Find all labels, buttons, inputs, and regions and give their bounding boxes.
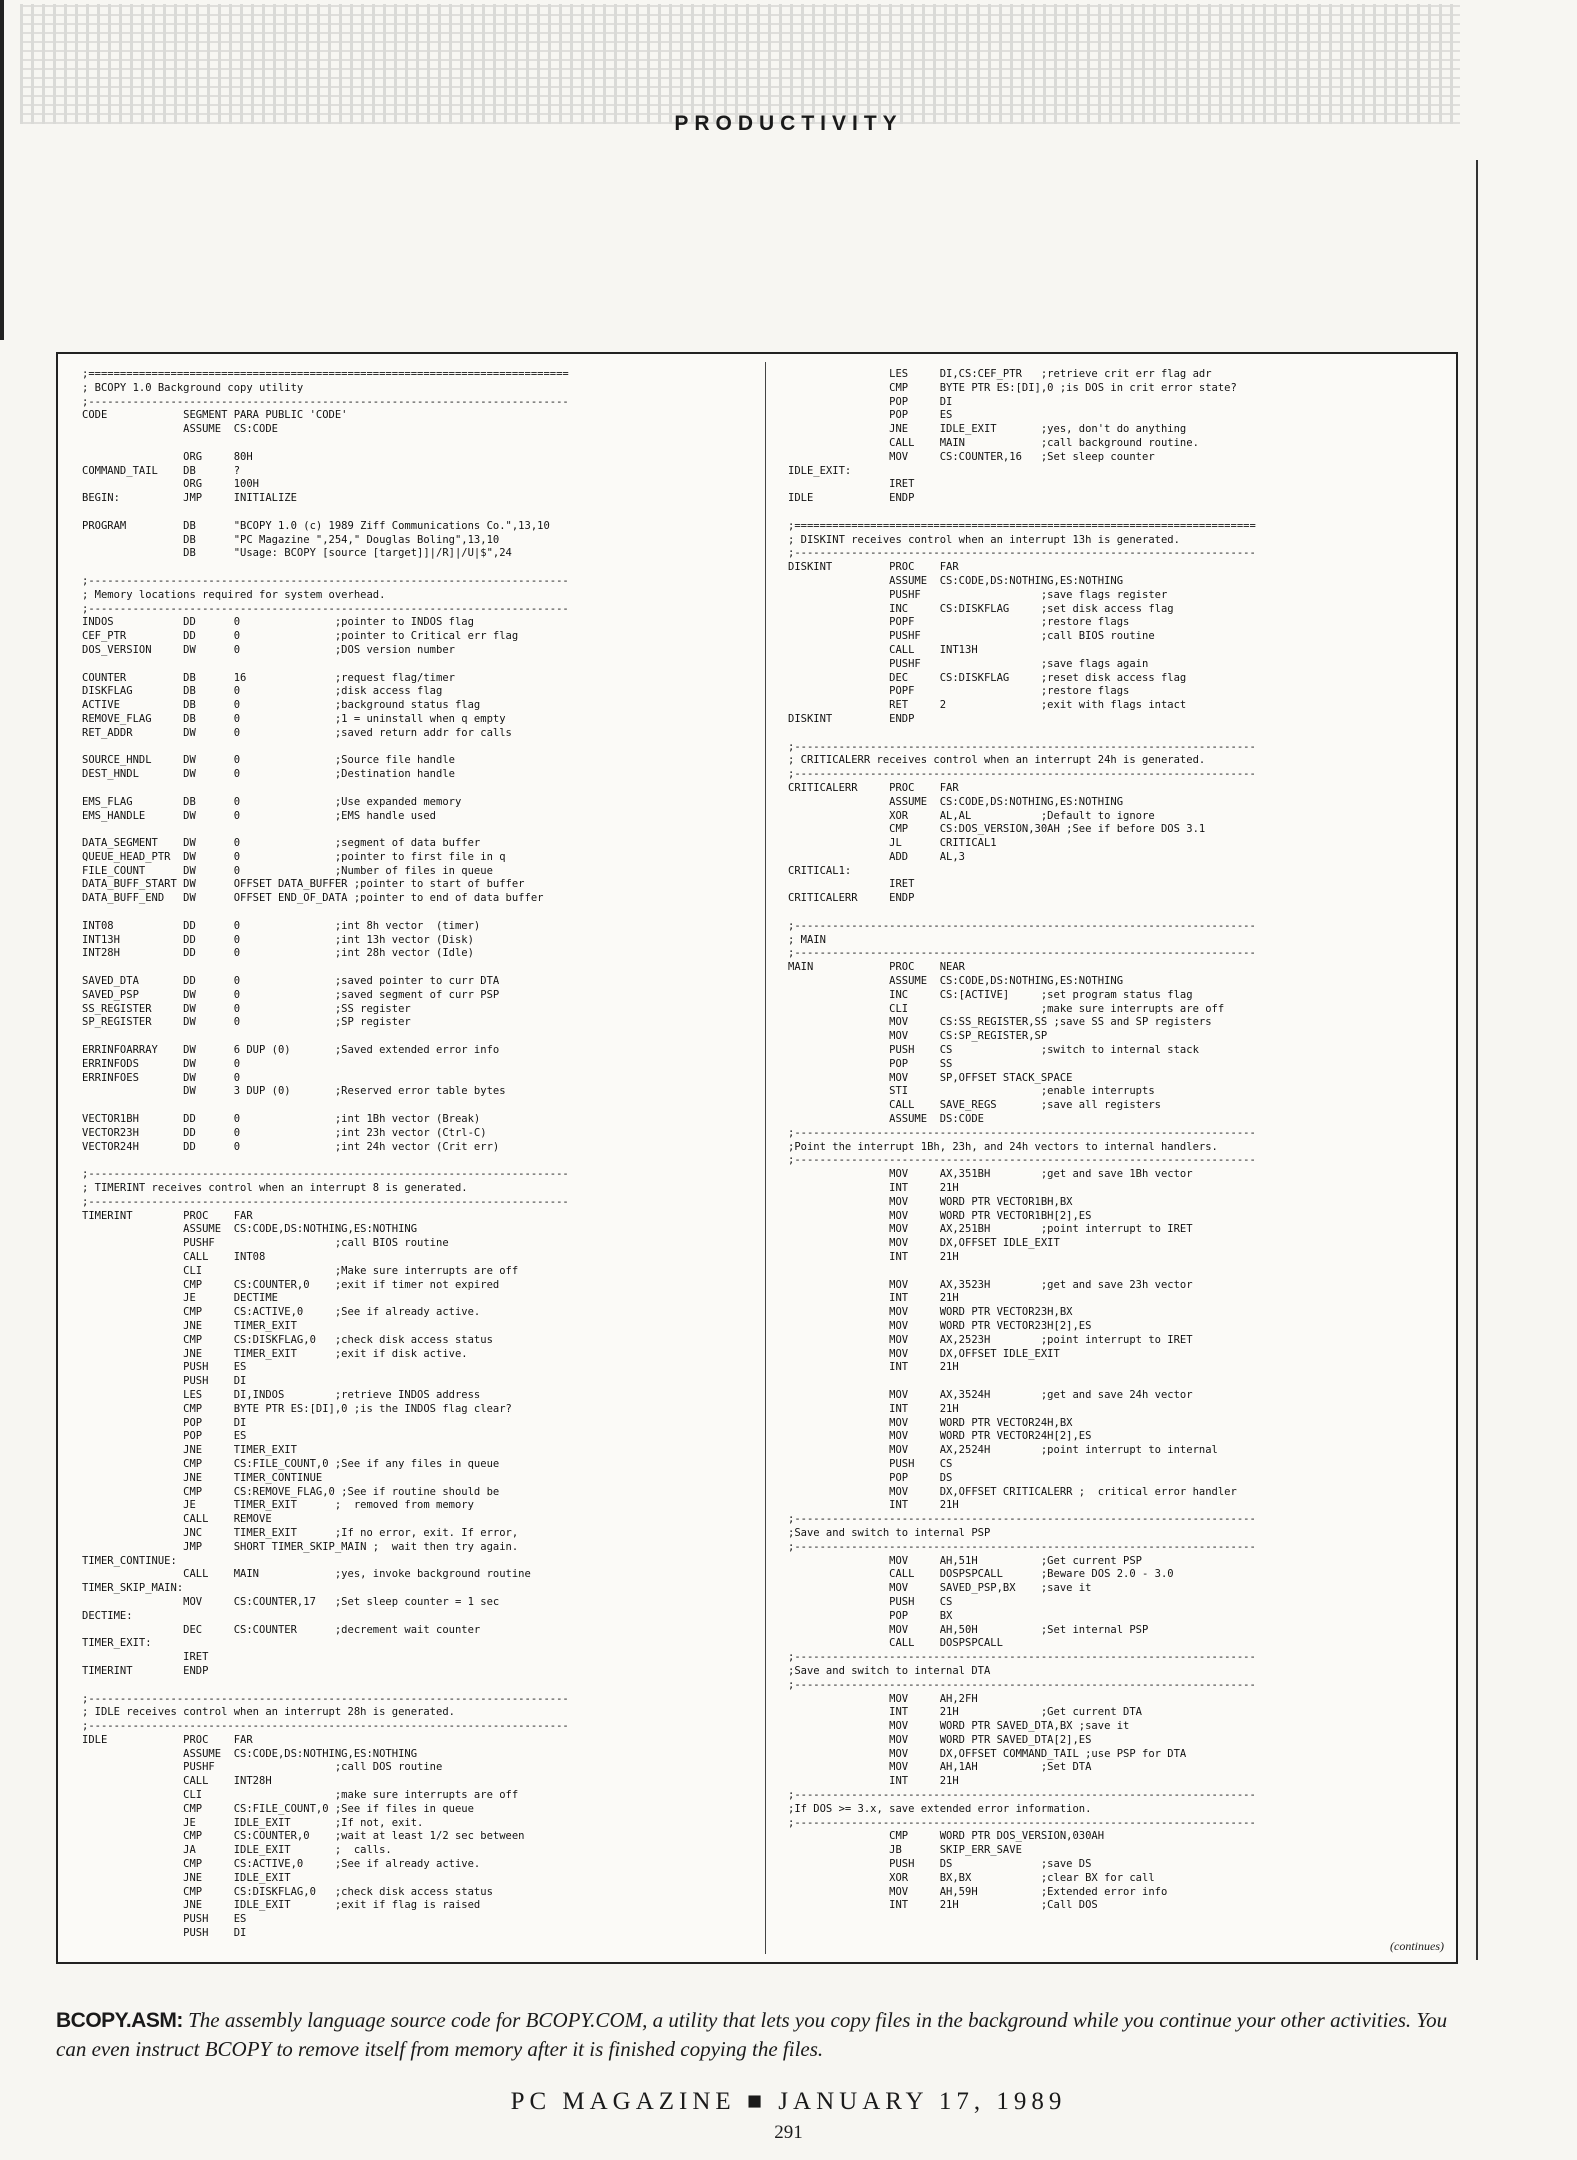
figure-caption (56, 2006, 1456, 2063)
code-line: PUSH DS ;save DS (788, 1858, 1092, 1871)
code-line: MOV WORD PTR VECTOR1BH,BX (788, 1195, 1073, 1208)
code-line: MOV WORD PTR SAVED_DTA,BX ;save it (788, 1720, 1130, 1733)
code-line (788, 727, 1448, 741)
code-line: DATA_SEGMENT DW 0 ;segment of data buffer (82, 837, 481, 850)
code-line: ;------------------------------------------------------------------------- (788, 919, 1256, 932)
code-line: MOV AX,3523H ;get and save 23h vector (788, 1278, 1193, 1291)
code-line: ;------------------------------------------------------------------------- (788, 947, 1256, 960)
code-line: DB "PC Magazine ",254," Douglas Boling",13,10 (82, 533, 500, 546)
code-line: PUSH CS (788, 1595, 953, 1608)
code-line: DISKINT PROC FAR (788, 561, 959, 574)
code-line: IDLE_EXIT: (788, 464, 852, 477)
code-line: TIMERINT PROC FAR (82, 1209, 253, 1222)
code-line: MOV AX,2524H ;point interrupt to internal (788, 1444, 1218, 1457)
code-line: PUSH ES (82, 1361, 247, 1374)
code-line: INT 21H (788, 1251, 959, 1263)
code-line: DATA_BUFF_START DW OFFSET DATA_BUFFER ;pointer to start of buffer (82, 878, 525, 891)
code-line: POP DI (82, 1416, 247, 1429)
code-line: ACTIVE DB 0 ;background status flag (82, 699, 481, 712)
code-line: ;------------------------------------------------------------------------- (788, 740, 1256, 753)
code-line: COMMAND_TAIL DB ? (82, 464, 241, 477)
code-line: ;========================================================================= (788, 519, 1256, 532)
code-line: CMP CS:ACTIVE,0 ;See if already active. (82, 1858, 481, 1871)
scan-noise (20, 4, 1460, 124)
code-line: INT 21H ;Call DOS (788, 1899, 1098, 1912)
code-line: DEC CS:DISKFLAG ;reset disk access flag (788, 671, 1187, 684)
code-line: PUSHF ;call BIOS routine (788, 630, 1155, 643)
code-line: PUSH ES (82, 1913, 247, 1926)
code-listing-box (56, 352, 1458, 1964)
code-line: IRET (82, 1651, 209, 1664)
code-line: DISKFLAG DB 0 ;disk access flag (82, 685, 443, 698)
code-line: MOV CS:COUNTER,17 ;Set sleep counter = 1 sec (82, 1595, 500, 1608)
code-line: MOV AH,59H ;Extended error info (788, 1885, 1168, 1898)
code-line: CALL INT28H (82, 1775, 272, 1788)
code-line: XOR BX,BX ;clear BX for call (788, 1871, 1155, 1884)
code-line: JNE TIMER_EXIT (82, 1444, 297, 1457)
continues-label: (continues) (1390, 1939, 1444, 1953)
code-line: MOV CS:SP_REGISTER,SP (788, 1030, 1048, 1043)
column-divider (765, 362, 766, 1954)
code-line: ; MAIN (788, 933, 826, 946)
code-line: ;---------------------------------------------------------------------------- (82, 1720, 569, 1733)
code-line: ASSUME CS:CODE,DS:NOTHING,ES:NOTHING (788, 975, 1124, 988)
footer-publication: PC MAGAZINE ■ JANUARY 17, 1989 (510, 2088, 1067, 2115)
code-line: JNE IDLE_EXIT ;exit if flag is raised (82, 1899, 481, 1912)
code-line: ;------------------------------------------------------------------------- (788, 547, 1256, 560)
code-line: DEC CS:COUNTER ;decrement wait counter (82, 1623, 481, 1636)
code-line: ; BCOPY 1.0 Background copy utility (82, 381, 304, 394)
code-line: POPF ;restore flags (788, 616, 1130, 629)
code-line: IRET (788, 878, 915, 891)
code-line: CALL DOSPSPCALL (788, 1637, 1003, 1650)
code-line: CRITICALERR ENDP (788, 892, 915, 905)
code-line: MOV WORD PTR VECTOR1BH[2],ES (788, 1209, 1092, 1222)
code-line: CLI ;Make sure interrupts are off (82, 1264, 519, 1277)
code-line: TIMER_SKIP_MAIN: (82, 1582, 184, 1595)
code-line: ;Save and switch to internal PSP (788, 1526, 991, 1539)
code-line: MOV SP,OFFSET STACK_SPACE (788, 1071, 1073, 1084)
code-line: DISKINT ENDP (788, 712, 915, 725)
code-line: SOURCE_HNDL DW 0 ;Source file handle (82, 754, 455, 767)
code-line: ASSUME CS:CODE,DS:NOTHING,ES:NOTHING (788, 574, 1124, 587)
code-line: ASSUME CS:CODE,DS:NOTHING,ES:NOTHING (82, 1747, 418, 1760)
code-line: DW 3 DUP (0) ;Reserved error table bytes (82, 1085, 506, 1098)
code-line: IDLE PROC FAR (82, 1733, 253, 1746)
code-line: ASSUME CS:CODE,DS:NOTHING,ES:NOTHING (82, 1223, 418, 1236)
code-line: ;---------------------------------------------------------------------------- (82, 574, 569, 587)
code-line (788, 506, 1448, 520)
code-line (82, 741, 772, 755)
code-line (82, 906, 772, 920)
code-line: ;------------------------------------------------------------------------- (788, 1540, 1256, 1553)
code-line: LES DI,CS:CEF_PTR ;retrieve crit err flag adr (788, 368, 1212, 380)
code-line: ;------------------------------------------------------------------------- (788, 1651, 1256, 1664)
code-line: MOV WORD PTR SAVED_DTA[2],ES (788, 1733, 1092, 1746)
code-line: MOV WORD PTR VECTOR24H,BX (788, 1416, 1073, 1429)
code-line: EMS_HANDLE DW 0 ;EMS handle used (82, 809, 437, 822)
code-line: MOV WORD PTR VECTOR24H[2],ES (788, 1430, 1092, 1443)
code-line: PUSHF ;call DOS routine (82, 1761, 443, 1774)
code-line: ;------------------------------------------------------------------------- (788, 1816, 1256, 1829)
code-line (82, 1099, 772, 1113)
code-line: DECTIME: (82, 1609, 133, 1622)
code-line: INC CS:DISKFLAG ;set disk access flag (788, 602, 1174, 615)
caption-lead: BCOPY.ASM: (56, 2009, 183, 2032)
code-line: SS_REGISTER DW 0 ;SS register (82, 1002, 411, 1015)
code-line: CALL REMOVE (82, 1513, 272, 1526)
code-line: JNE IDLE_EXIT ;yes, don't do anything (788, 423, 1187, 436)
code-line: ;------------------------------------------------------------------------- (788, 1678, 1256, 1691)
code-line: ;============================================================================ (82, 368, 569, 380)
code-line (82, 1154, 772, 1168)
code-line: ASSUME CS:CODE,DS:NOTHING,ES:NOTHING (788, 795, 1124, 808)
code-line: JL CRITICAL1 (788, 837, 997, 850)
code-line: INDOS DD 0 ;pointer to INDOS flag (82, 616, 474, 629)
code-line: CALL DOSPSPCALL ;Beware DOS 2.0 - 3.0 (788, 1568, 1174, 1581)
code-line: POP BX (788, 1609, 953, 1622)
code-line: JNE TIMER_EXIT ;exit if disk active. (82, 1347, 468, 1360)
code-line: INT 21H (788, 1182, 959, 1195)
code-line: ;------------------------------------------------------------------------- (788, 1513, 1256, 1526)
code-line: TIMER_CONTINUE: (82, 1554, 177, 1567)
code-line: CMP CS:FILE_COUNT,0 ;See if files in queue (82, 1802, 474, 1815)
code-line: CALL SAVE_REGS ;save all registers (788, 1099, 1161, 1112)
code-line: JNE TIMER_CONTINUE (82, 1471, 323, 1484)
code-line: PROGRAM DB "BCOPY 1.0 (c) 1989 Ziff Communications Co.",13,10 (82, 519, 550, 532)
code-line: MOV DX,OFFSET COMMAND_TAIL ;use PSP for DTA (788, 1747, 1187, 1760)
code-line: ;------------------------------------------------------------------------- (788, 1154, 1256, 1167)
code-line: TIMERINT ENDP (82, 1664, 209, 1677)
code-line: MOV AX,2523H ;point interrupt to IRET (788, 1333, 1193, 1346)
code-line: MOV CS:COUNTER,16 ;Set sleep counter (788, 450, 1155, 463)
code-line: CLI ;make sure interrupts are off (788, 1002, 1225, 1015)
code-line: ORG 80H (82, 450, 253, 463)
code-line (82, 961, 772, 975)
code-line: MOV AX,3524H ;get and save 24h vector (788, 1388, 1193, 1401)
code-line: JNE TIMER_EXIT (82, 1319, 297, 1332)
code-line: RET_ADDR DW 0 ;saved return addr for calls (82, 726, 512, 739)
code-line: DEST_HNDL DW 0 ;Destination handle (82, 768, 455, 781)
code-line: INT08 DD 0 ;int 8h vector (timer) (82, 919, 481, 932)
code-line: CMP CS:DISKFLAG,0 ;check disk access status (82, 1885, 493, 1898)
code-line: CALL INT13H (788, 643, 978, 656)
code-line: FILE_COUNT DW 0 ;Number of files in queue (82, 864, 493, 877)
code-column-left (82, 368, 772, 1958)
code-line (82, 506, 772, 520)
code-line: JNC TIMER_EXIT ;If no error, exit. If error, (82, 1526, 519, 1539)
code-line: POP DS (788, 1471, 953, 1484)
code-line: XOR AL,AL ;Default to ignore (788, 809, 1155, 822)
section-header: PRODUCTIVITY (674, 112, 903, 135)
margin-rule (1476, 160, 1478, 1960)
code-line: ;If DOS >= 3.x, save extended error information. (788, 1802, 1092, 1815)
code-line: ASSUME CS:CODE (82, 423, 278, 436)
code-line: BEGIN: JMP INITIALIZE (82, 492, 297, 505)
page-number: 291 (774, 2122, 803, 2143)
code-line: CRITICALERR PROC FAR (788, 781, 959, 794)
code-column-right (788, 368, 1448, 1948)
code-line: INT 21H ;Get current DTA (788, 1706, 1143, 1719)
code-line: MAIN PROC NEAR (788, 961, 966, 974)
code-line: CALL MAIN ;yes, invoke background routine (82, 1568, 531, 1581)
page-edge-bar (0, 0, 4, 340)
code-line: ;---------------------------------------------------------------------------- (82, 1692, 569, 1705)
code-line: PUSH CS ;switch to internal stack (788, 1044, 1199, 1057)
code-line: ; IDLE receives control when an interrupt 28h is generated. (82, 1706, 455, 1719)
code-line: JNE IDLE_EXIT (82, 1871, 291, 1884)
code-line: CMP CS:COUNTER,0 ;exit if timer not expired (82, 1278, 500, 1291)
code-line: COUNTER DB 16 ;request flag/timer (82, 671, 455, 684)
code-line: DATA_BUFF_END DW OFFSET END_OF_DATA ;pointer to end of data buffer (82, 892, 544, 905)
code-line: ERRINFOES DW 0 (82, 1071, 241, 1084)
code-line: IRET (788, 478, 915, 491)
code-line (82, 1679, 772, 1693)
code-line: IDLE ENDP (788, 492, 915, 505)
code-line: REMOVE_FLAG DB 0 ;1 = uninstall when q empty (82, 712, 506, 725)
code-line: CMP CS:DISKFLAG,0 ;check disk access status (82, 1333, 493, 1346)
code-line: MOV AH,2FH (788, 1692, 978, 1705)
code-line: VECTOR23H DD 0 ;int 23h vector (Ctrl-C) (82, 1126, 487, 1139)
code-line: MOV AH,51H ;Get current PSP (788, 1554, 1143, 1567)
code-line: SAVED_DTA DD 0 ;saved pointer to curr DTA (82, 975, 500, 988)
code-line: MOV AX,251BH ;point interrupt to IRET (788, 1223, 1193, 1236)
code-line (82, 823, 772, 837)
code-line: LES DI,INDOS ;retrieve INDOS address (82, 1388, 481, 1401)
code-line: CMP CS:ACTIVE,0 ;See if already active. (82, 1306, 481, 1319)
code-line: PUSH CS (788, 1457, 953, 1470)
code-line: CMP CS:FILE_COUNT,0 ;See if any files in queue (82, 1457, 500, 1470)
code-line: MOV CS:SS_REGISTER,SS ;save SS and SP registers (788, 1016, 1212, 1029)
code-line: MOV AX,351BH ;get and save 1Bh vector (788, 1168, 1193, 1181)
code-line: PUSHF ;save flags register (788, 588, 1168, 601)
code-line: VECTOR24H DD 0 ;int 24h vector (Crit err) (82, 1140, 500, 1153)
code-line: DOS_VERSION DW 0 ;DOS version number (82, 643, 455, 656)
code-line: ; CRITICALERR receives control when an interrupt 24h is generated. (788, 754, 1206, 767)
code-line: CALL INT08 (82, 1251, 266, 1263)
code-line: ADD AL,3 (788, 850, 966, 863)
caption-text: The assembly language source code for BCOPY.COM, a utility that lets you copy files in the background while you continue your other activities. You can even instruct BCOPY to remove itself from memory after it is finished copying the files. (56, 2008, 1448, 2061)
code-line: INT 21H (788, 1402, 959, 1415)
code-line: ORG 100H (82, 478, 260, 491)
code-line: EMS_FLAG DB 0 ;Use expanded memory (82, 795, 462, 808)
code-line: ;Save and switch to internal DTA (788, 1664, 991, 1677)
code-line: JA IDLE_EXIT ; calls. (82, 1844, 392, 1857)
code-line: PUSHF ;save flags again (788, 657, 1149, 670)
code-line: INT 21H (788, 1292, 959, 1305)
code-line (82, 437, 772, 451)
code-line: CRITICAL1: (788, 864, 852, 877)
code-line: STI ;enable interrupts (788, 1085, 1155, 1098)
code-line: POP ES (82, 1430, 247, 1443)
code-line: ;---------------------------------------------------------------------------- (82, 395, 569, 408)
code-line: ;------------------------------------------------------------------------- (788, 1126, 1256, 1139)
code-line: ;------------------------------------------------------------------------- (788, 768, 1256, 781)
code-line: DB "Usage: BCOPY [source [target]]|/R]|/U|$",24 (82, 547, 512, 560)
code-line: MOV AH,50H ;Set internal PSP (788, 1623, 1149, 1636)
code-line: MOV DX,OFFSET CRITICALERR ; critical error handler (788, 1485, 1237, 1498)
code-line: JE IDLE_EXIT ;If not, exit. (82, 1816, 424, 1829)
code-line (788, 1375, 1448, 1389)
code-line: CEF_PTR DD 0 ;pointer to Critical err flag (82, 630, 519, 643)
code-line: ;---------------------------------------------------------------------------- (82, 602, 569, 615)
code-line: POPF ;restore flags (788, 685, 1130, 698)
code-line: INT28H DD 0 ;int 28h vector (Idle) (82, 947, 474, 960)
code-line: ;---------------------------------------------------------------------------- (82, 1168, 569, 1181)
code-line: JE DECTIME (82, 1292, 278, 1305)
code-line: ; TIMERINT receives control when an interrupt 8 is generated. (82, 1182, 468, 1195)
code-line (82, 561, 772, 575)
code-line: JE TIMER_EXIT ; removed from memory (82, 1499, 474, 1512)
code-line: SP_REGISTER DW 0 ;SP register (82, 1016, 411, 1029)
code-line: PUSH DI (82, 1927, 247, 1940)
code-line: ;Point the interrupt 1Bh, 23h, and 24h vectors to internal handlers. (788, 1140, 1218, 1153)
code-line: ;---------------------------------------------------------------------------- (82, 1195, 569, 1208)
code-line: MOV DX,OFFSET IDLE_EXIT (788, 1347, 1060, 1360)
code-line: POP DI (788, 395, 953, 408)
code-line: ; Memory locations required for system overhead. (82, 588, 386, 601)
code-line: PUSH DI (82, 1375, 247, 1388)
code-line: SAVED_PSP DW 0 ;saved segment of curr PSP (82, 988, 500, 1001)
code-line: CALL MAIN ;call background routine. (788, 436, 1199, 449)
code-line (788, 1265, 1448, 1279)
code-line: INT13H DD 0 ;int 13h vector (Disk) (82, 933, 474, 946)
code-line: RET 2 ;exit with flags intact (788, 699, 1187, 712)
code-line: JB SKIP_ERR_SAVE (788, 1844, 1022, 1857)
code-line: ASSUME DS:CODE (788, 1113, 984, 1126)
code-line: VECTOR1BH DD 0 ;int 1Bh vector (Break) (82, 1113, 481, 1126)
code-line: CLI ;make sure interrupts are off (82, 1789, 519, 1802)
code-line: CMP BYTE PTR ES:[DI],0 ;is DOS in crit error state? (788, 381, 1237, 394)
code-line: CMP CS:DOS_VERSION,30AH ;See if before DOS 3.1 (788, 823, 1206, 836)
code-line: INT 21H (788, 1499, 959, 1512)
code-line: INT 21H (788, 1361, 959, 1374)
code-line: INC CS:[ACTIVE] ;set program status flag (788, 988, 1193, 1001)
code-line (82, 782, 772, 796)
code-line: MOV AH,1AH ;Set DTA (788, 1761, 1092, 1774)
code-line: CODE SEGMENT PARA PUBLIC 'CODE' (82, 409, 348, 422)
code-line (82, 658, 772, 672)
code-line: MOV DX,OFFSET IDLE_EXIT (788, 1237, 1060, 1250)
code-line: PUSHF ;call BIOS routine (82, 1237, 449, 1250)
code-line: CMP CS:REMOVE_FLAG,0 ;See if routine should be (82, 1485, 500, 1498)
code-line: ERRINFOARRAY DW 6 DUP (0) ;Saved extended error info (82, 1044, 500, 1057)
code-line: CMP WORD PTR DOS_VERSION,030AH (788, 1830, 1105, 1843)
code-line: ERRINFODS DW 0 (82, 1057, 241, 1070)
code-line (82, 1030, 772, 1044)
code-line: POP SS (788, 1057, 953, 1070)
code-line: TIMER_EXIT: (82, 1637, 152, 1650)
code-line: ; DISKINT receives control when an interrupt 13h is generated. (788, 533, 1180, 546)
code-line: ;------------------------------------------------------------------------- (788, 1789, 1256, 1802)
code-line: MOV WORD PTR VECTOR23H,BX (788, 1306, 1073, 1319)
code-line: JMP SHORT TIMER_SKIP_MAIN ; wait then try again. (82, 1540, 519, 1553)
code-line: POP ES (788, 409, 953, 422)
code-line (788, 906, 1448, 920)
code-line: QUEUE_HEAD_PTR DW 0 ;pointer to first file in q (82, 850, 506, 863)
code-line: CMP BYTE PTR ES:[DI],0 ;is the INDOS flag clear? (82, 1402, 512, 1415)
code-line: CMP CS:COUNTER,0 ;wait at least 1/2 sec between (82, 1830, 525, 1843)
code-line: INT 21H (788, 1775, 959, 1788)
code-line: MOV SAVED_PSP,BX ;save it (788, 1582, 1092, 1595)
code-line: MOV WORD PTR VECTOR23H[2],ES (788, 1319, 1092, 1332)
